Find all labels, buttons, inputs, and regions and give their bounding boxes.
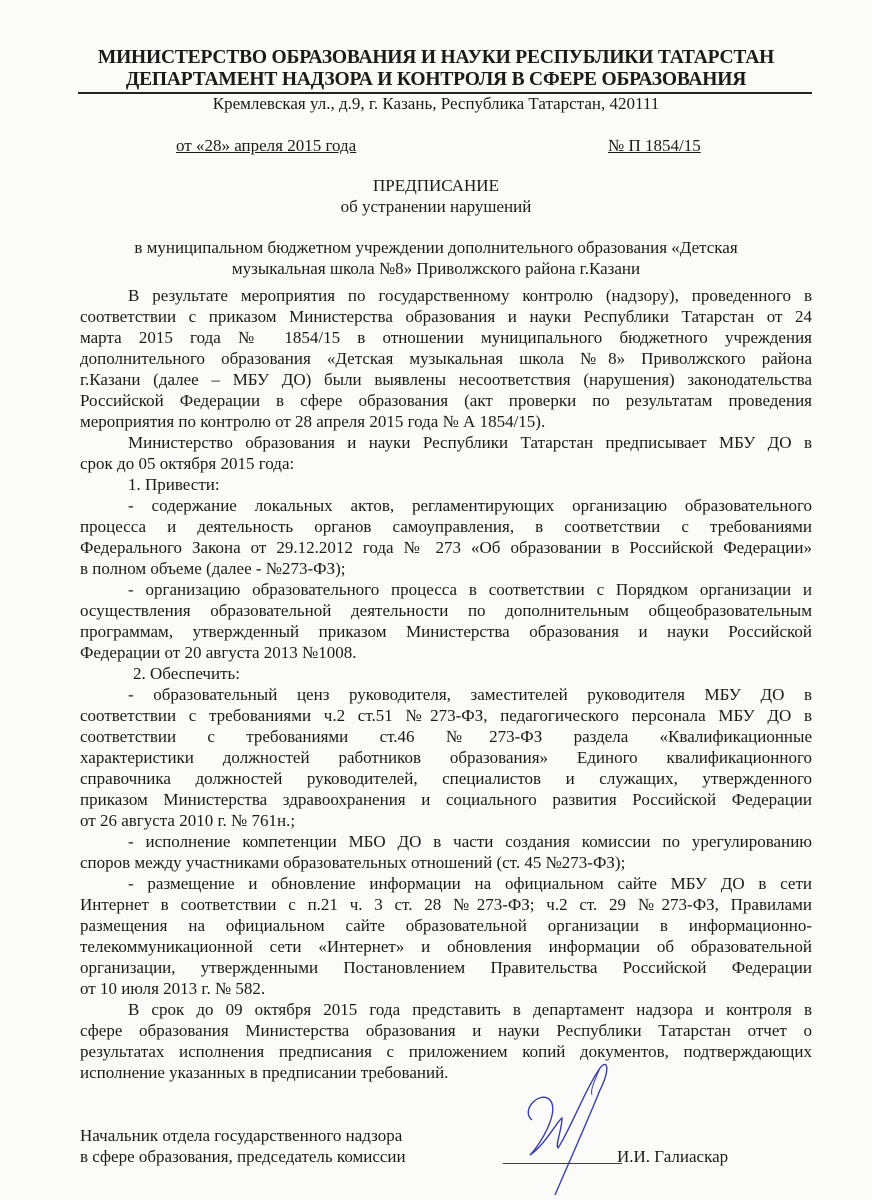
department-name: ДЕПАРТАМЕНТ НАДЗОРА И КОНТРОЛЯ В СФЕРЕ ОБРАЗОВАНИЯ [125, 69, 747, 90]
signer-position: Начальник отдела государственного надзора [80, 1126, 403, 1145]
document-body [80, 285, 812, 1083]
body-line: приказом Министерства здравоохранения и социального развития Российской Федерации [80, 790, 812, 809]
body-line: Федерации от 20 августа 2013 №1008. [80, 643, 357, 662]
body-line: В результате мероприятия по государственному контролю (надзору), проведенного в [128, 286, 812, 305]
body-line: Интернет в соответствии с п.21 ч. 3 ст. 28 №273-ФЗ; ч.2 ст. 29 №273-ФЗ, Правилами [80, 895, 812, 914]
body-line: - образовательный ценз руководителя, заместителей руководителя МБУ ДО в [128, 685, 812, 704]
body-line: 2. Обеспечить: [133, 664, 240, 683]
body-line: процесса и деятельность органов самоуправления, в соответствии с требованиями [80, 517, 812, 536]
body-line: организации, утвержденными Постановлением Правительства Российской Федерации [80, 958, 812, 977]
body-line: дополнительного образования «Детская музыкальная школа №8» Приволжского района [80, 349, 812, 368]
institution-line: музыкальная школа №8» Приволжского района г.Казани [231, 259, 641, 278]
body-line: - исполнение компетенции МБО ДО в части создания комиссии по урегулированию [128, 832, 812, 851]
body-line: соответствии с приказом Министерства образования и науки Республики Татарстан от 24 [80, 307, 812, 326]
body-line: исполнение указанных в предписании требований. [80, 1063, 449, 1082]
handwritten-signature [500, 1050, 630, 1200]
document-date: от «28» апреля 2015 года [176, 136, 357, 155]
ministry-name: МИНИСТЕРСТВО ОБРАЗОВАНИЯ И НАУКИ РЕСПУБЛИКИ ТАТАРСТАН [97, 47, 775, 68]
body-line: - организацию образовательного процесса в соответствии с Порядком организации и [128, 580, 812, 599]
body-line: Министерство образования и науки Республики Татарстан предписывает МБУ ДО в [128, 433, 812, 452]
body-line: соответствии с требованиями ч.2 ст.51 №273-ФЗ, педагогического персонала МБУ ДО в [80, 706, 812, 725]
body-line: мероприятия по контролю от 28 апреля 2015 года № А 1854/15). [80, 412, 546, 431]
signer-position: в сфере образования, председатель комиссии [80, 1147, 406, 1166]
signer-name: И.И. Галиаскар [617, 1147, 729, 1166]
body-line: сфере образования Министерства образования и науки Республики Татарстан отчет о [80, 1021, 812, 1040]
body-line: срок до 05 октября 2015 года: [80, 454, 295, 473]
body-line: 1. Привести: [128, 475, 220, 494]
body-line: от 26 августа 2010 г. № 761н.; [80, 811, 296, 830]
body-line: программам, утвержденный приказом Министерства образования и науки Российской [80, 622, 812, 641]
signature-blank: ______________ [503, 1147, 622, 1166]
body-line: марта 2015 года № 1854/15 в отношении муниципального бюджетного учреждения [80, 328, 812, 347]
body-line: характеристики должностей работников образования» Единого квалификационного [80, 748, 812, 767]
body-line: - содержание локальных актов, регламентирующих организацию образовательного [128, 496, 812, 515]
body-line: от 10 июля 2013 г. № 582. [80, 979, 266, 998]
body-line: споров между участниками образовательных отношений (ст. 45 №273-ФЗ); [80, 853, 626, 872]
body-line: Федерального Закона от 29.12.2012 года № 273 «Об образовании в Российской Федерации» [80, 538, 812, 557]
body-line: г.Казани (далее – МБУ ДО) были выявлены несоответствия (нарушения) законодательства [80, 370, 812, 389]
body-line: размещения на официальном сайте образовательной организации в информационно- [80, 916, 812, 935]
body-line: - размещение и обновление информации на официальном сайте МБУ ДО в сети [128, 874, 812, 893]
body-line: Российской Федерации в сфере образования (акт проверки по результатам проведения [80, 391, 812, 410]
body-line: телекоммуникационной сети «Интернет» и обновления информации об образовательной [80, 937, 812, 956]
institution-line: в муниципальном бюджетном учреждении дополнительного образования «Детская [134, 238, 738, 257]
document-subtitle: об устранении нарушений [340, 197, 532, 216]
body-line: результатах исполнения предписания с приложением копий документов, подтверждающих [80, 1042, 812, 1061]
body-line: В срок до 09 октября 2015 года представить в департамент надзора и контроля в [128, 1000, 812, 1019]
body-line: осуществления образовательной деятельности по дополнительным общеобразовательным [80, 601, 812, 620]
body-line: соответствии с требованиями ст.46 №273-ФЗ раздела «Квалификационные [80, 727, 812, 746]
document-number: № П 1854/15 [608, 136, 701, 155]
body-line: справочника должностей руководителей, специалистов и служащих, утвержденного [80, 769, 812, 788]
address: Кремлевская ул., д.9, г. Казань, Республика Татарстан, 420111 [212, 94, 660, 113]
body-line: в полном объеме (далее - №273-ФЗ); [80, 559, 346, 578]
document-title: ПРЕДПИСАНИЕ [373, 176, 499, 195]
